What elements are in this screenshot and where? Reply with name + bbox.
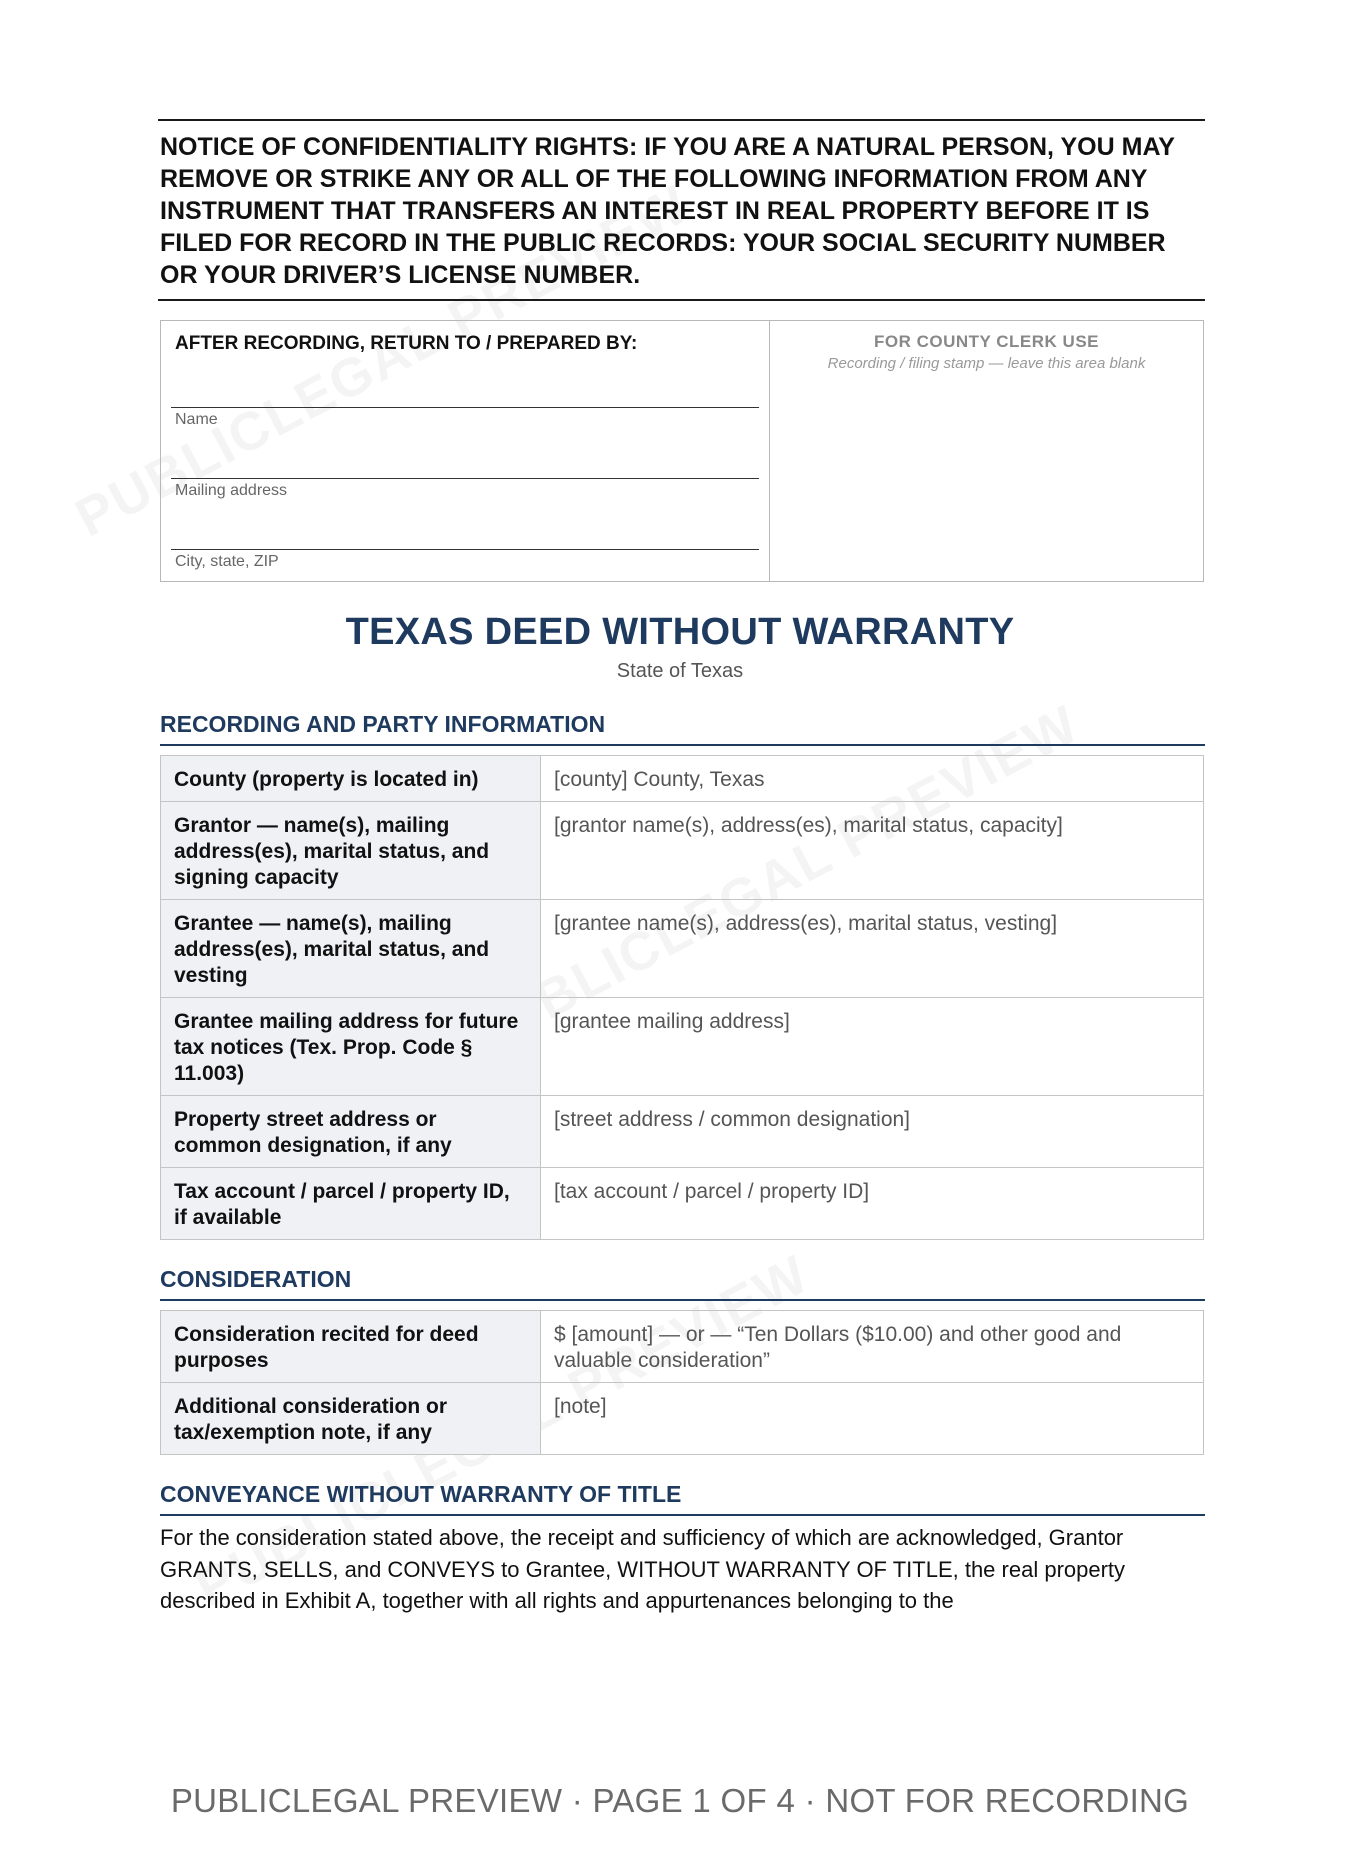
recording-table [160, 755, 1204, 1240]
confidentiality-notice [158, 119, 1205, 301]
row-label: Property street address or common designation, if any [161, 1096, 541, 1168]
city-line [171, 549, 759, 550]
mailing-address-label: Mailing address [175, 482, 288, 499]
consideration-table [160, 1310, 1204, 1455]
row-label: Consideration recited for deed purposes [161, 1311, 541, 1383]
document-title: TEXAS DEED WITHOUT WARRANTY [345, 611, 1015, 653]
table-row [161, 756, 1204, 802]
clerk-subtitle: Recording / filing stamp — leave this area blank [827, 355, 1146, 372]
row-value: [street address / common designation] [541, 1096, 1204, 1168]
city-state-zip-label: City, state, ZIP [175, 553, 279, 570]
name-label: Name [175, 411, 218, 428]
return-to-box [160, 320, 1204, 582]
name-line [171, 407, 759, 408]
conveyance-paragraph: For the consideration stated above, the receipt and sufficiency of which are acknowledged, Grantor GRANTS, SELLS, and CONVEYS to Grantee, WITHOUT WARRANTY OF TITLE, the real property described in Exhibit A, together with all rights and appurtenances belonging to the [160, 1525, 1126, 1613]
table-row [161, 1383, 1204, 1455]
page-footer: PUBLICLEGAL PREVIEW · PAGE 1 OF 4 · NOT FOR RECORDING [170, 1782, 1190, 1819]
table-row [161, 1168, 1204, 1240]
row-value: [note] [541, 1383, 1204, 1455]
row-label: Tax account / parcel / property ID, if available [161, 1168, 541, 1240]
row-label: Grantee mailing address for future tax notices (Tex. Prop. Code § 11.003) [161, 998, 541, 1096]
table-row [161, 802, 1204, 900]
address-line [171, 478, 759, 479]
table-row [161, 1311, 1204, 1383]
row-label: County (property is located in) [161, 756, 541, 802]
row-value: [grantee mailing address] [541, 998, 1204, 1096]
table-row [161, 998, 1204, 1096]
row-value: [county] County, Texas [541, 756, 1204, 802]
county-clerk-area [770, 321, 1203, 581]
return-to-title: AFTER RECORDING, RETURN TO / PREPARED BY: [175, 333, 638, 354]
notice-text: NOTICE OF CONFIDENTIALITY RIGHTS: IF YOU ARE A NATURAL PERSON, YOU MAY REMOVE OR STRIKE ANY OR ALL OF THE FOLLOWING INFORMATION FROM ANY INSTRUMENT THAT TRANSFERS AN INTEREST IN REAL PROPERTY BEFORE IT IS FILED FOR RECORD IN THE PUBLIC RECORDS: YOUR SOCIAL SECURITY NUMBER OR YOUR DRIVER’S LICENSE NUMBER. [160, 133, 1175, 289]
table-row [161, 900, 1204, 998]
table-row [161, 1096, 1204, 1168]
row-value: $ [amount] — or — “Ten Dollars ($10.00) and other good and valuable consideration” [541, 1311, 1204, 1383]
document-subtitle: State of Texas [616, 660, 744, 682]
row-value: [grantee name(s), address(es), marital status, vesting] [541, 900, 1204, 998]
row-label: Grantor — name(s), mailing address(es), marital status, and signing capacity [161, 802, 541, 900]
clerk-title: FOR COUNTY CLERK USE [873, 332, 1100, 351]
section-heading-conveyance: CONVEYANCE WITHOUT WARRANTY OF TITLE [160, 1481, 1205, 1516]
row-value: [tax account / parcel / property ID] [541, 1168, 1204, 1240]
row-label: Additional consideration or tax/exemption note, if any [161, 1383, 541, 1455]
section-heading-recording: RECORDING AND PARTY INFORMATION [160, 711, 1205, 746]
section-heading-consideration: CONSIDERATION [160, 1266, 1205, 1301]
row-label: Grantee — name(s), mailing address(es), marital status, and vesting [161, 900, 541, 998]
return-to-section [161, 321, 770, 581]
row-value: [grantor name(s), address(es), marital status, capacity] [541, 802, 1204, 900]
